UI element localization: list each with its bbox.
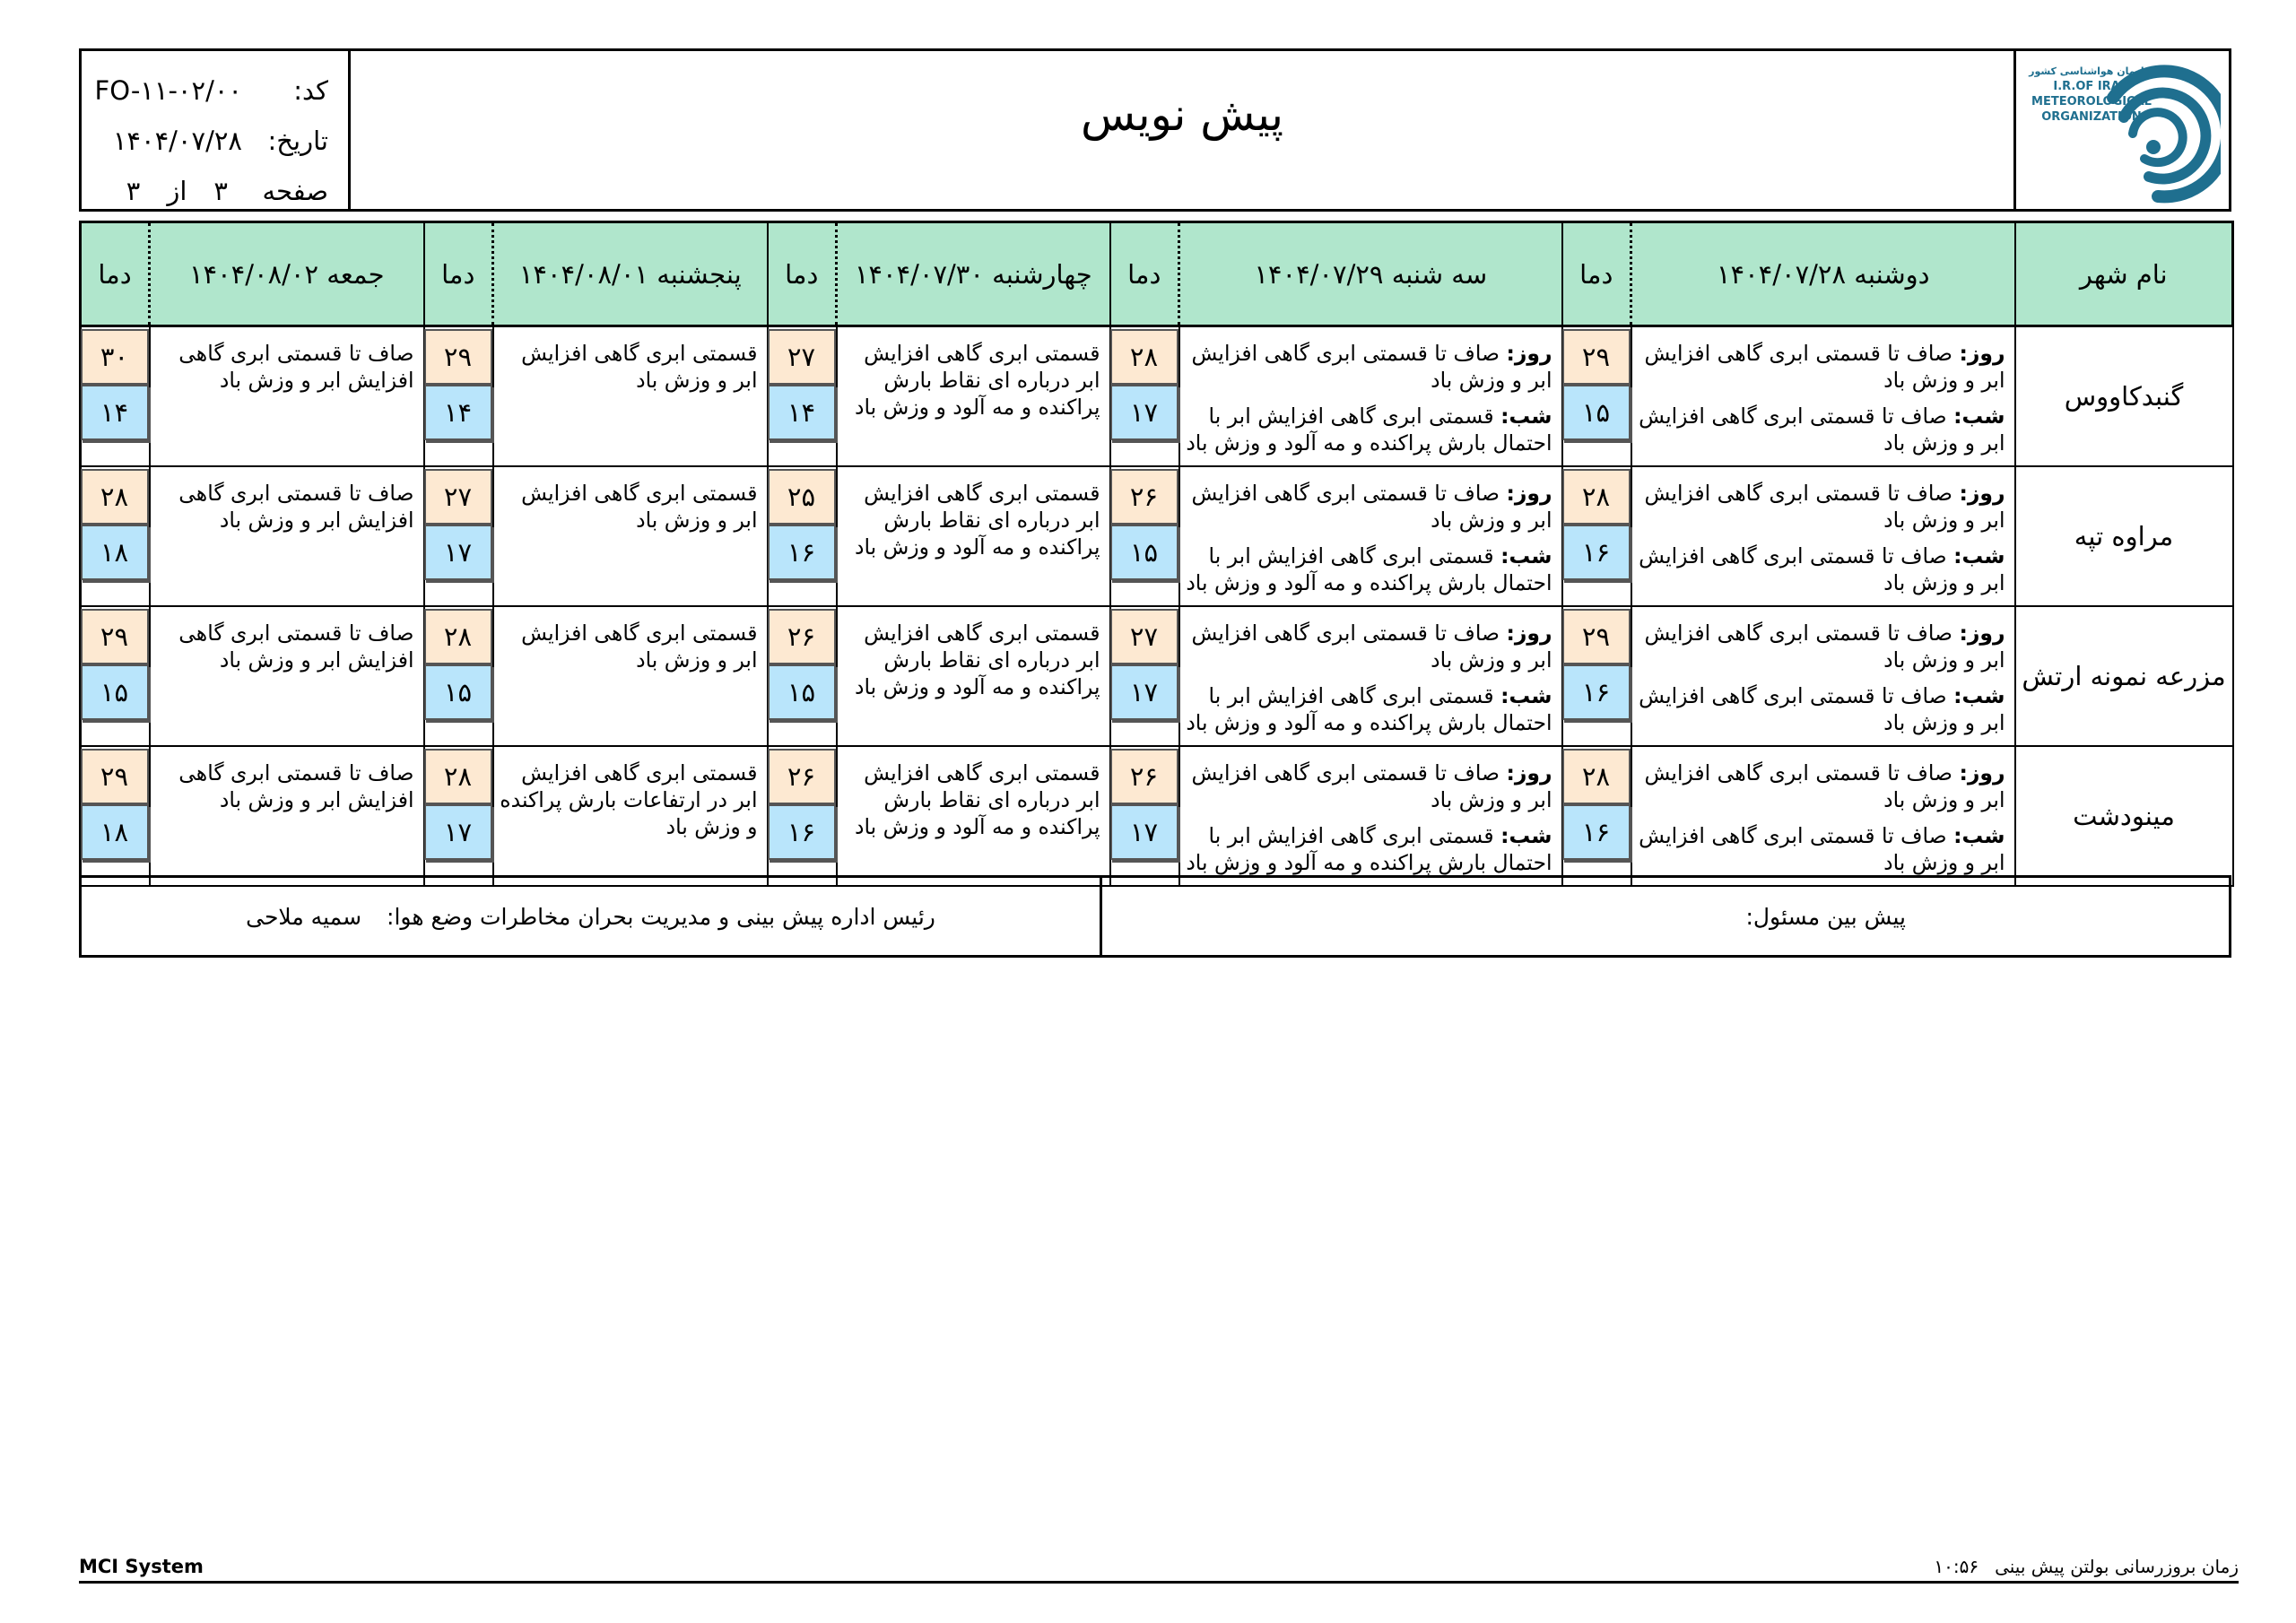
update-label: زمان بروزرسانی بولتن پیش بینی xyxy=(1995,1556,2239,1577)
night-forecast: قسمتی ابری گاهی افزایش ابر با احتمال بارش پراکنده و مه آلود و وزش باد xyxy=(1186,823,1552,875)
max-temp: ۲۹ xyxy=(1562,329,1631,385)
temp-cell xyxy=(1110,326,1179,467)
day-column-header: دوشنبه ۱۴۰۴/۰۷/۲۸ xyxy=(1631,222,2015,326)
document-header xyxy=(79,48,2231,212)
page-total: ۳ xyxy=(126,176,141,206)
night-label: شب: xyxy=(1500,823,1552,848)
temp-cell xyxy=(424,326,493,467)
night-label: شب: xyxy=(1953,823,2005,848)
min-temp: ۱۷ xyxy=(424,804,492,860)
document-meta xyxy=(82,51,351,209)
temp-cell xyxy=(424,466,493,606)
logo-text-en2: METEOROLOGICAL xyxy=(2031,95,2152,108)
min-temp: ۱۷ xyxy=(1110,385,1178,440)
day-forecast: صاف تا قسمتی ابری گاهی افزایش ابر و وزش باد xyxy=(1644,341,2005,393)
code-value: FO-۱۱-۰۲/۰۰ xyxy=(94,75,242,106)
max-temp: ۲۸ xyxy=(424,749,492,804)
temp-cell xyxy=(768,606,837,746)
day-label: روز: xyxy=(1506,481,1552,506)
city-name: مینودشت xyxy=(2015,746,2233,886)
signature-row xyxy=(79,875,2231,958)
head-signature xyxy=(82,878,1102,955)
forecast-table xyxy=(79,221,2234,887)
min-temp: ۱۶ xyxy=(1562,664,1631,720)
temp-cell xyxy=(424,746,493,886)
day-column-header: سه شنبه ۱۴۰۴/۰۷/۲۹ xyxy=(1179,222,1562,326)
max-temp: ۲۸ xyxy=(1110,329,1178,385)
meteorological-organization-logo-icon xyxy=(2059,62,2221,205)
temp-column-header: دما xyxy=(81,222,150,326)
max-temp: ۲۹ xyxy=(81,609,149,664)
page-number: ۳ xyxy=(213,176,228,206)
max-temp: ۲۹ xyxy=(1562,609,1631,664)
temp-cell xyxy=(1110,746,1179,886)
night-label: شب: xyxy=(1953,683,2005,708)
forecast-cell xyxy=(1179,466,1562,606)
night-forecast: صاف تا قسمتی ابری گاهی افزایش ابر و وزش باد xyxy=(1639,683,2005,735)
system-name: MCI System xyxy=(79,1556,204,1577)
forecast-cell: صاف تا قسمتی ابری گاهی افزایش ابر و وزش باد xyxy=(150,746,424,886)
logo-text-fa: سازمان هواشناسی کشور xyxy=(2029,65,2154,77)
night-label: شب: xyxy=(1500,543,1552,568)
temp-cell xyxy=(1110,466,1179,606)
date-label: تاریخ: xyxy=(267,126,328,156)
temp-cell xyxy=(768,746,837,886)
update-info xyxy=(1934,1556,2239,1577)
page-title: پیش نویس xyxy=(1080,89,1284,141)
forecast-cell: قسمتی ابری گاهی افزایش ابر درباره ای نقاط بارش پراکنده و مه آلود و وزش باد xyxy=(837,746,1110,886)
forecast-cell xyxy=(1179,746,1562,886)
max-temp: ۲۹ xyxy=(424,329,492,385)
code-label: کد: xyxy=(293,75,328,106)
day-label: روز: xyxy=(1959,621,2005,646)
min-temp: ۱۵ xyxy=(424,664,492,720)
forecast-cell: قسمتی ابری گاهی افزایش ابر در ارتفاعات بارش پراکنده و وزش باد xyxy=(493,746,768,886)
min-temp: ۱۵ xyxy=(81,664,149,720)
table-header-row xyxy=(81,222,2233,326)
day-forecast: صاف تا قسمتی ابری گاهی افزایش ابر و وزش باد xyxy=(1644,481,2005,533)
night-label: شب: xyxy=(1500,404,1552,429)
night-forecast: صاف تا قسمتی ابری گاهی افزایش ابر و وزش باد xyxy=(1639,823,2005,875)
forecast-cell: صاف تا قسمتی ابری گاهی افزایش ابر و وزش باد xyxy=(150,606,424,746)
min-temp: ۱۶ xyxy=(768,804,836,860)
table-row xyxy=(81,326,2233,467)
temp-cell xyxy=(81,606,150,746)
forecast-cell xyxy=(1631,326,2015,467)
temp-cell xyxy=(1110,606,1179,746)
page-label: صفحه xyxy=(262,176,328,206)
max-temp: ۲۸ xyxy=(81,469,149,525)
forecast-cell xyxy=(1179,606,1562,746)
page-row xyxy=(82,166,328,216)
page-footer xyxy=(79,1548,2239,1584)
night-label: شب: xyxy=(1500,683,1552,708)
day-label: روز: xyxy=(1959,341,2005,366)
table-row xyxy=(81,606,2233,746)
forecast-cell: قسمتی ابری گاهی افزایش ابر درباره ای نقاط بارش پراکنده و مه آلود و وزش باد xyxy=(837,606,1110,746)
temp-cell xyxy=(81,746,150,886)
night-label: شب: xyxy=(1953,543,2005,568)
day-label: روز: xyxy=(1959,481,2005,506)
min-temp: ۱۴ xyxy=(424,385,492,440)
max-temp: ۲۸ xyxy=(424,609,492,664)
max-temp: ۲۸ xyxy=(1562,749,1631,804)
city-name: گنبدکاووس xyxy=(2015,326,2233,467)
day-label: روز: xyxy=(1506,621,1552,646)
logo-text-en3: ORGANIZATION xyxy=(2041,110,2142,124)
day-label: روز: xyxy=(1959,760,2005,785)
temp-cell xyxy=(81,466,150,606)
forecast-cell: قسمتی ابری گاهی افزایش ابر و وزش باد xyxy=(493,466,768,606)
night-forecast: قسمتی ابری گاهی افزایش ابر با احتمال بارش پراکنده و مه آلود و وزش باد xyxy=(1186,404,1552,456)
day-column-header: پنجشنبه ۱۴۰۴/۰۸/۰۱ xyxy=(493,222,768,326)
temp-cell xyxy=(1562,606,1631,746)
day-column-header: چهارشنبه ۱۴۰۴/۰۷/۳۰ xyxy=(837,222,1110,326)
temp-cell xyxy=(1562,466,1631,606)
night-forecast: قسمتی ابری گاهی افزایش ابر با احتمال بارش پراکنده و مه آلود و وزش باد xyxy=(1186,683,1552,735)
forecast-cell: قسمتی ابری گاهی افزایش ابر درباره ای نقاط بارش پراکنده و مه آلود و وزش باد xyxy=(837,466,1110,606)
forecast-cell: قسمتی ابری گاهی افزایش ابر و وزش باد xyxy=(493,326,768,467)
forecast-cell xyxy=(1179,326,1562,467)
max-temp: ۲۷ xyxy=(768,329,836,385)
update-time: ۱۰:۵۶ xyxy=(1934,1556,1979,1577)
max-temp: ۲۶ xyxy=(768,609,836,664)
max-temp: ۲۸ xyxy=(1562,469,1631,525)
temp-cell xyxy=(81,326,150,467)
logo xyxy=(2013,51,2229,209)
min-temp: ۱۸ xyxy=(81,804,149,860)
forecaster-signature xyxy=(1102,878,2229,955)
forecast-cell: قسمتی ابری گاهی افزایش ابر درباره ای نقاط بارش پراکنده و مه آلود و وزش باد xyxy=(837,326,1110,467)
temp-cell xyxy=(768,326,837,467)
forecast-cell xyxy=(1631,746,2015,886)
max-temp: ۳۰ xyxy=(81,329,149,385)
head-name: سمیه ملاحی xyxy=(246,903,362,930)
min-temp: ۱۶ xyxy=(1562,525,1631,580)
min-temp: ۱۷ xyxy=(1110,804,1178,860)
temp-column-header: دما xyxy=(424,222,493,326)
logo-text-en1: I.R.OF IRAN xyxy=(2053,80,2130,93)
day-forecast: صاف تا قسمتی ابری گاهی افزایش ابر و وزش باد xyxy=(1191,341,1552,393)
forecast-cell: قسمتی ابری گاهی افزایش ابر و وزش باد xyxy=(493,606,768,746)
city-name: مزرعه نمونه ارتش xyxy=(2015,606,2233,746)
night-forecast: صاف تا قسمتی ابری گاهی افزایش ابر و وزش باد xyxy=(1639,543,2005,595)
city-name: مراوه تپه xyxy=(2015,466,2233,606)
max-temp: ۲۶ xyxy=(1110,469,1178,525)
day-forecast: صاف تا قسمتی ابری گاهی افزایش ابر و وزش باد xyxy=(1644,760,2005,812)
night-forecast: صاف تا قسمتی ابری گاهی افزایش ابر و وزش باد xyxy=(1639,404,2005,456)
forecast-cell: صاف تا قسمتی ابری گاهی افزایش ابر و وزش باد xyxy=(150,326,424,467)
max-temp: ۲۹ xyxy=(81,749,149,804)
min-temp: ۱۵ xyxy=(1562,385,1631,440)
min-temp: ۱۷ xyxy=(424,525,492,580)
min-temp: ۱۴ xyxy=(81,385,149,440)
min-temp: ۱۵ xyxy=(1110,525,1178,580)
temp-cell xyxy=(424,606,493,746)
temp-column-header: دما xyxy=(1562,222,1631,326)
forecast-cell: صاف تا قسمتی ابری گاهی افزایش ابر و وزش باد xyxy=(150,466,424,606)
max-temp: ۲۶ xyxy=(1110,749,1178,804)
max-temp: ۲۶ xyxy=(768,749,836,804)
forecast-cell xyxy=(1631,606,2015,746)
day-label: روز: xyxy=(1506,341,1552,366)
temp-cell xyxy=(1562,746,1631,886)
min-temp: ۱۷ xyxy=(1110,664,1178,720)
temp-column-header: دما xyxy=(1110,222,1179,326)
min-temp: ۱۸ xyxy=(81,525,149,580)
min-temp: ۱۴ xyxy=(768,385,836,440)
code-row xyxy=(82,65,328,116)
min-temp: ۱۶ xyxy=(1562,804,1631,860)
table-row xyxy=(81,746,2233,886)
page-of: از xyxy=(167,176,187,206)
date-row xyxy=(82,116,328,166)
min-temp: ۱۶ xyxy=(768,525,836,580)
city-column-header: نام شهر xyxy=(2015,222,2233,326)
day-forecast: صاف تا قسمتی ابری گاهی افزایش ابر و وزش باد xyxy=(1191,481,1552,533)
forecaster-label: پیش بین مسئول: xyxy=(1745,903,1906,930)
min-temp: ۱۵ xyxy=(768,664,836,720)
head-label: رئیس اداره پیش بینی و مدیریت بحران مخاطرات وضع هوا: xyxy=(387,903,935,930)
temp-cell xyxy=(768,466,837,606)
max-temp: ۲۷ xyxy=(424,469,492,525)
max-temp: ۲۵ xyxy=(768,469,836,525)
day-forecast: صاف تا قسمتی ابری گاهی افزایش ابر و وزش باد xyxy=(1191,621,1552,673)
temp-column-header: دما xyxy=(768,222,837,326)
night-forecast: قسمتی ابری گاهی افزایش ابر با احتمال بارش پراکنده و مه آلود و وزش باد xyxy=(1186,543,1552,595)
table-row xyxy=(81,466,2233,606)
night-label: شب: xyxy=(1953,404,2005,429)
temp-cell xyxy=(1562,326,1631,467)
max-temp: ۲۷ xyxy=(1110,609,1178,664)
date-value: ۱۴۰۴/۰۷/۲۸ xyxy=(112,126,242,156)
day-label: روز: xyxy=(1506,760,1552,785)
day-column-header: جمعه ۱۴۰۴/۰۸/۰۲ xyxy=(150,222,424,326)
day-forecast: صاف تا قسمتی ابری گاهی افزایش ابر و وزش باد xyxy=(1191,760,1552,812)
forecast-cell xyxy=(1631,466,2015,606)
day-forecast: صاف تا قسمتی ابری گاهی افزایش ابر و وزش باد xyxy=(1644,621,2005,673)
